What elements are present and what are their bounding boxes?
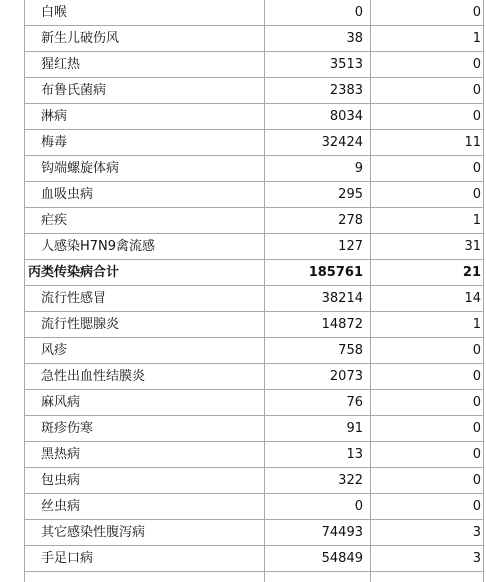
deaths-cell: 0	[472, 473, 481, 488]
cases-cell: 14872	[321, 317, 363, 332]
cases-cell: 32424	[321, 135, 363, 150]
deaths-cell: 0	[472, 5, 481, 20]
table-row	[24, 286, 484, 312]
deaths-cell: 0	[472, 395, 481, 410]
disease-name-cell: 血吸虫病	[41, 187, 94, 202]
cases-cell: 74493	[321, 525, 363, 540]
cases-cell: 295	[338, 187, 363, 202]
deaths-cell: 0	[472, 369, 481, 384]
disease-name-cell: 手足口病	[41, 551, 94, 566]
disease-name-cell: 急性出血性结膜炎	[41, 369, 146, 384]
cases-cell: 2383	[329, 83, 363, 98]
deaths-cell: 0	[472, 109, 481, 124]
disease-name-cell: 梅毒	[41, 135, 68, 150]
cases-cell: 3513	[329, 57, 363, 72]
cases-cell: 278	[338, 213, 363, 228]
table-row	[24, 130, 484, 156]
disease-name-cell: 白喉	[41, 5, 68, 20]
table-row	[24, 182, 484, 208]
disease-name-cell: 猩红热	[41, 57, 81, 72]
deaths-cell: 3	[472, 551, 481, 566]
disease-name-cell: 麻风病	[41, 395, 81, 410]
table-row	[24, 234, 484, 260]
disease-name-cell: 钩端螺旋体病	[41, 161, 120, 176]
table-row	[24, 312, 484, 338]
disease-name-cell: 其它感染性腹泻病	[41, 525, 146, 540]
deaths-cell: 11	[464, 135, 481, 150]
table-row	[24, 442, 484, 468]
table-row	[24, 104, 484, 130]
disease-name-cell: 新生儿破伤风	[41, 31, 120, 46]
cases-cell: 76	[346, 395, 363, 410]
disease-name-cell: 包虫病	[41, 473, 81, 488]
table-row	[24, 156, 484, 182]
cases-cell: 38	[346, 31, 363, 46]
cases-cell: 185761	[308, 265, 363, 280]
deaths-cell: 0	[472, 499, 481, 514]
table-row	[24, 416, 484, 442]
disease-name-cell: 布鲁氏菌病	[41, 83, 107, 98]
deaths-cell: 21	[462, 265, 481, 280]
table-row	[24, 52, 484, 78]
deaths-cell: 3	[472, 525, 481, 540]
table-row	[24, 208, 484, 234]
deaths-cell: 0	[472, 187, 481, 202]
cases-cell: 38214	[321, 291, 363, 306]
disease-name-cell: 丙类传染病合计	[28, 265, 120, 280]
cases-cell: 322	[338, 473, 363, 488]
table-row	[24, 546, 484, 572]
table-row	[24, 494, 484, 520]
disease-name-cell: 风疹	[41, 343, 68, 358]
disease-name-cell: 流行性腮腺炎	[41, 317, 120, 332]
table-row	[24, 78, 484, 104]
cases-cell: 2073	[329, 369, 363, 384]
deaths-cell: 0	[472, 447, 481, 462]
cases-cell: 8034	[329, 109, 363, 124]
disease-name-cell: 斑疹伤寒	[41, 421, 94, 436]
deaths-cell: 0	[472, 83, 481, 98]
cases-cell: 0	[354, 499, 363, 514]
cases-cell: 54849	[321, 551, 363, 566]
deaths-cell: 14	[464, 291, 481, 306]
deaths-cell: 0	[472, 421, 481, 436]
disease-name-cell: 淋病	[41, 109, 68, 124]
deaths-cell: 0	[472, 343, 481, 358]
cases-cell: 13	[346, 447, 363, 462]
deaths-cell: 0	[472, 57, 481, 72]
cases-cell: 0	[354, 5, 363, 20]
cases-cell: 758	[338, 343, 363, 358]
table-row	[24, 390, 484, 416]
table-row	[24, 0, 484, 26]
disease-name-cell: 丝虫病	[41, 499, 81, 514]
cases-cell: 127	[338, 239, 363, 254]
cases-cell: 91	[346, 421, 363, 436]
disease-name-cell: 人感染H7N9禽流感	[41, 239, 156, 254]
cases-cell: 9	[354, 161, 363, 176]
table-row	[24, 26, 484, 52]
deaths-cell: 0	[472, 161, 481, 176]
deaths-cell: 1	[472, 317, 481, 332]
table-row	[24, 338, 484, 364]
deaths-cell: 1	[472, 213, 481, 228]
table-row	[24, 364, 484, 390]
table-total-row	[24, 260, 484, 286]
table-row	[24, 468, 484, 494]
deaths-cell: 1	[472, 31, 481, 46]
table-row	[24, 520, 484, 546]
disease-name-cell: 黑热病	[41, 447, 81, 462]
deaths-cell: 31	[464, 239, 481, 254]
disease-name-cell: 疟疾	[41, 213, 68, 228]
disease-name-cell: 流行性感冒	[41, 291, 107, 306]
